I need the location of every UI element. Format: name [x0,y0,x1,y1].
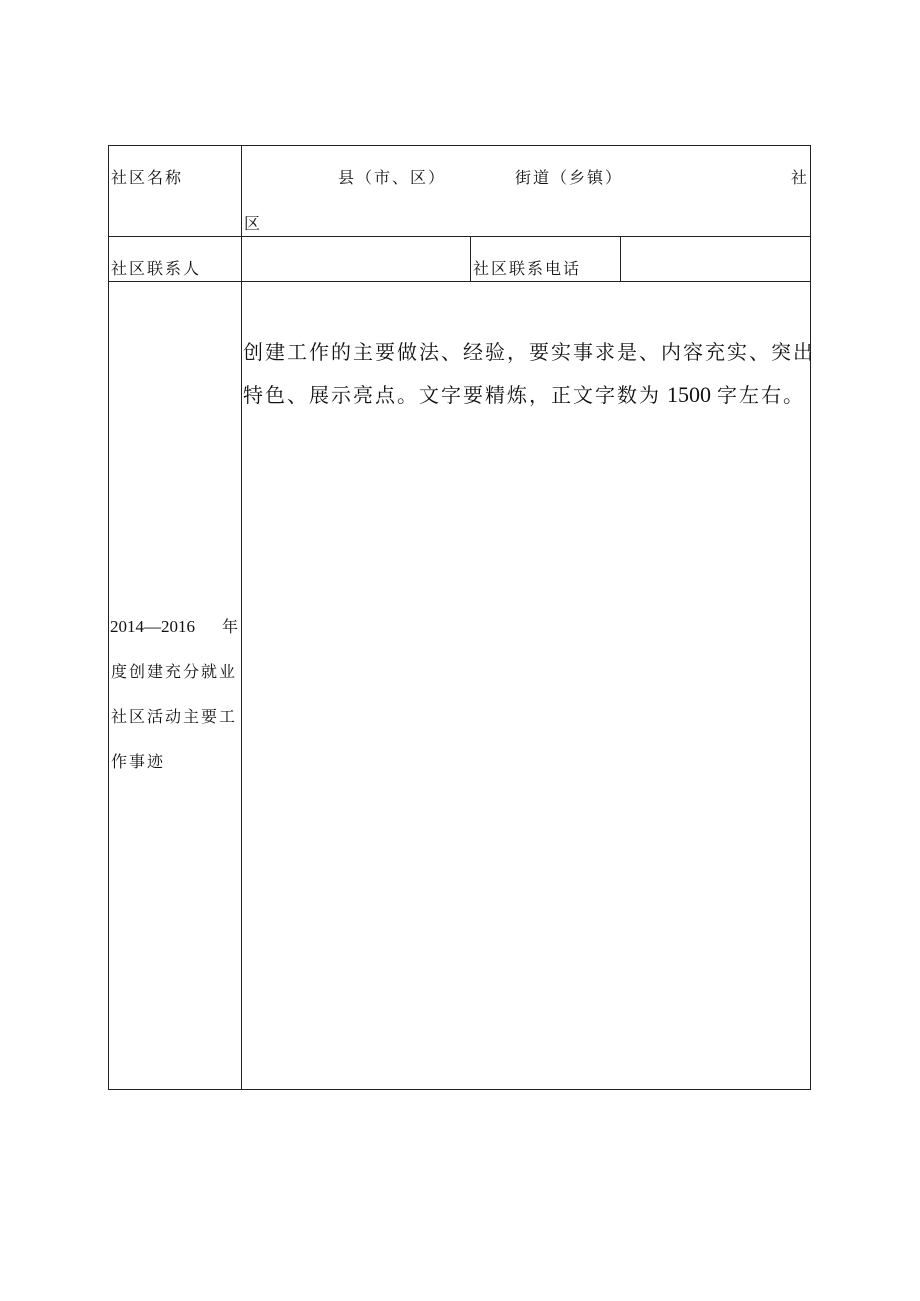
table-right-border [810,145,811,1090]
achievements-label-line3: 社区活动主要工 [111,707,238,726]
instruction-word-count: 1500 [667,382,711,407]
instruction-text-line2 [243,381,805,409]
achievements-label-year-suffix: 年 [222,617,241,636]
street-field[interactable]: 街道（乡镇） [515,168,624,187]
county-field[interactable]: 县（市、区） [338,168,447,187]
phone-value-divider [620,236,621,282]
contact-phone-divider [470,236,471,282]
achievements-content-area[interactable] [242,282,815,1089]
table-bottom-border [108,1089,811,1090]
table-left-border [108,145,109,1090]
community-name-label: 社区名称 [111,168,184,187]
contact-phone-label: 社区联系电话 [473,259,582,278]
achievements-label-line4: 作事迹 [111,752,166,771]
contact-person-label: 社区联系人 [111,259,202,278]
table-top-border [108,145,811,146]
community-field-suffix-2[interactable]: 区 [244,214,263,233]
instruction-text-line1: 创建工作的主要做法、经验，要实事求是、内容充实、突出 [243,340,815,364]
instruction-line2-end: 字左右。 [717,383,805,407]
achievements-label-years: 2014—2016 [110,617,195,636]
contact-person-field[interactable] [246,259,466,279]
community-field-suffix-1[interactable]: 社 [791,168,810,187]
instruction-line2-text: 特色、展示亮点。文字要精炼，正文字数为 [243,383,661,407]
row1-bottom-border [108,236,811,237]
achievements-label-line2: 度创建充分就业 [111,662,238,681]
contact-phone-field[interactable] [625,259,805,279]
